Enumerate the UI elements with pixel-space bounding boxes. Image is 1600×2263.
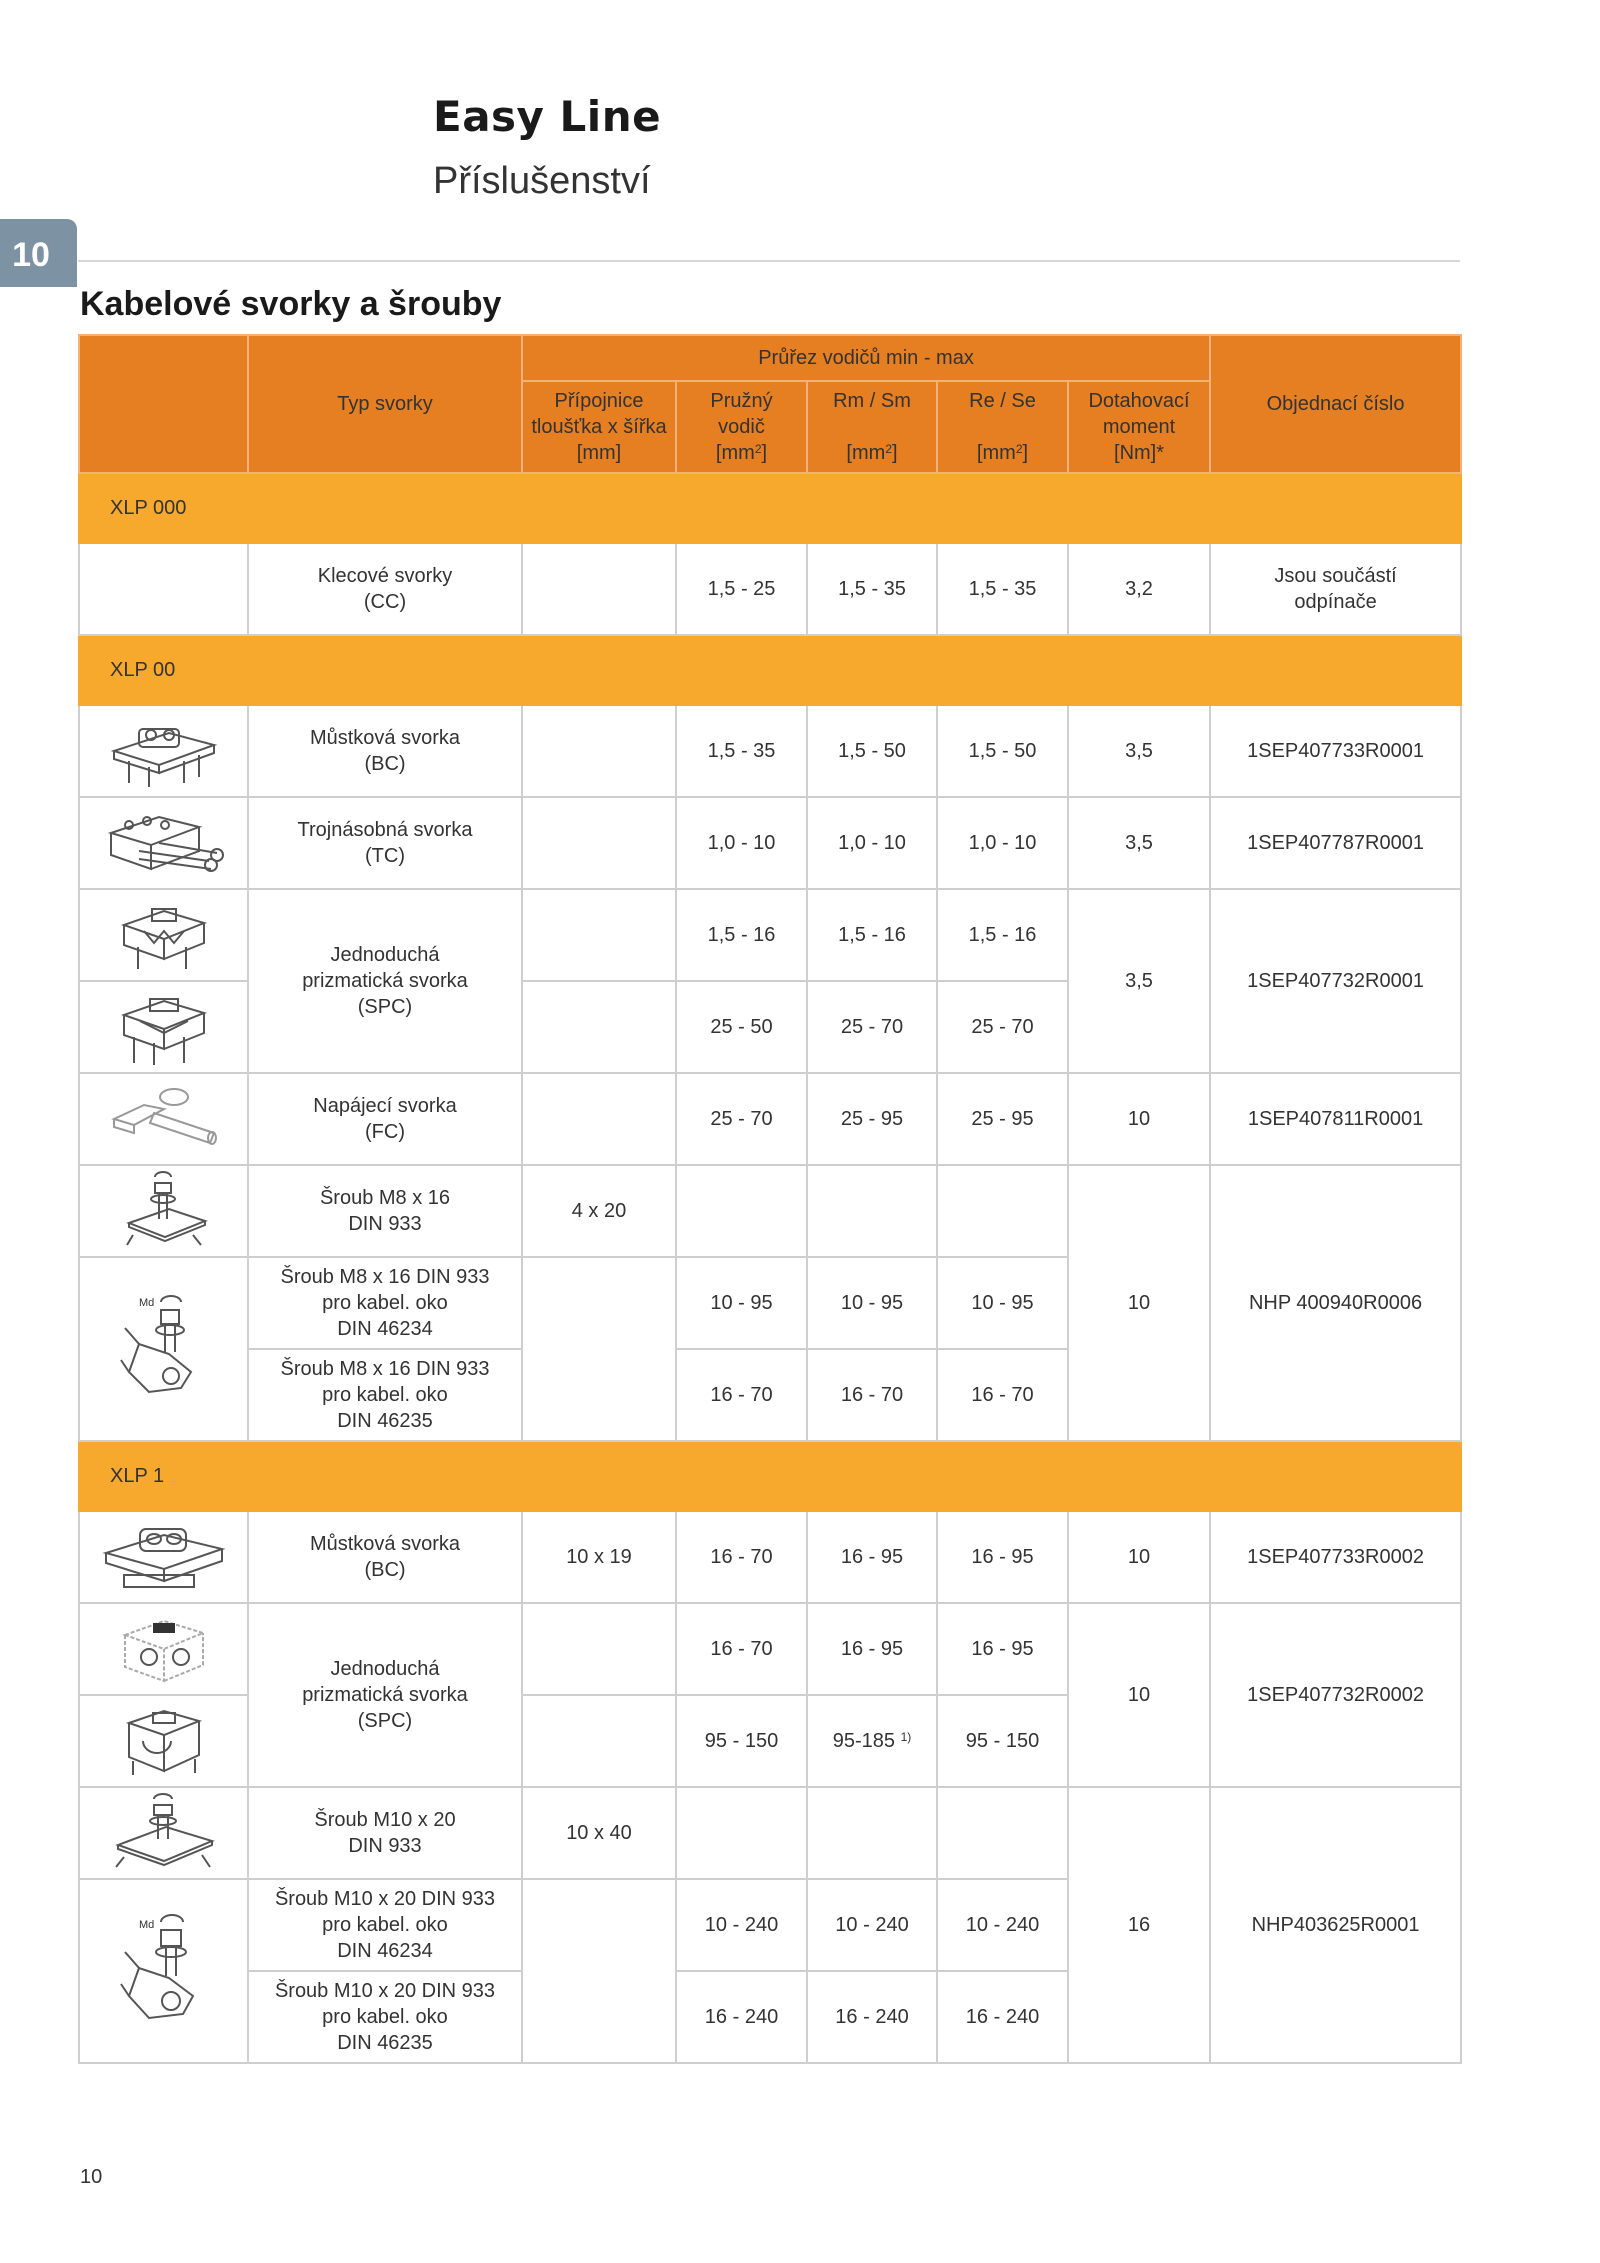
row-rm: 16 - 95 bbox=[807, 1603, 937, 1695]
row-flex: 16 - 70 bbox=[676, 1511, 807, 1603]
row-flex: 16 - 70 bbox=[676, 1349, 807, 1441]
row-busbar bbox=[522, 797, 676, 889]
row-flex bbox=[676, 1165, 807, 1257]
image-cell bbox=[79, 1603, 248, 1695]
row-type: Šroub M10 x 20 DIN 933 bbox=[248, 1787, 522, 1879]
row-flex: 16 - 240 bbox=[676, 1971, 807, 2063]
row-order: Jsou součástí odpínače bbox=[1210, 543, 1461, 635]
row-type: Klecové svorky (CC) bbox=[248, 543, 522, 635]
row-busbar bbox=[522, 981, 676, 1073]
image-cell bbox=[79, 797, 248, 889]
row-torque: 3,5 bbox=[1068, 797, 1210, 889]
row-re: 95 - 150 bbox=[937, 1695, 1068, 1787]
group-xlp000: XLP 000 bbox=[79, 473, 1461, 543]
header-busbar: Přípojnice tloušťka x šířka [mm] bbox=[522, 381, 676, 473]
row-type: Šroub M8 x 16 DIN 933 pro kabel. oko DIN 46234 bbox=[248, 1257, 522, 1349]
row-flex: 1,5 - 16 bbox=[676, 889, 807, 981]
image-cell bbox=[79, 1695, 248, 1787]
row-rm: 1,5 - 50 bbox=[807, 705, 937, 797]
row-rm: 1,5 - 16 bbox=[807, 889, 937, 981]
row-busbar: 10 x 40 bbox=[522, 1787, 676, 1879]
image-cell bbox=[79, 981, 248, 1073]
row-order: 1SEP407733R0001 bbox=[1210, 705, 1461, 797]
header-divider bbox=[78, 260, 1460, 262]
row-flex: 10 - 95 bbox=[676, 1257, 807, 1349]
row-type: Napájecí svorka (FC) bbox=[248, 1073, 522, 1165]
brand-title: Easy Line bbox=[433, 92, 662, 141]
row-busbar bbox=[522, 705, 676, 797]
table-row bbox=[79, 1787, 1461, 1879]
bolt-washer-icon bbox=[104, 1791, 224, 1875]
row-torque: 3,5 bbox=[1068, 705, 1210, 797]
image-cell bbox=[79, 1511, 248, 1603]
header-type: Typ svorky bbox=[248, 335, 522, 473]
row-busbar: 4 x 20 bbox=[522, 1165, 676, 1257]
row-flex: 1,0 - 10 bbox=[676, 797, 807, 889]
row-flex: 25 - 70 bbox=[676, 1073, 807, 1165]
row-torque: 10 bbox=[1068, 1603, 1210, 1787]
row-rm: 16 - 70 bbox=[807, 1349, 937, 1441]
bridge-clamp-icon bbox=[99, 711, 229, 791]
row-order: NHP403625R0001 bbox=[1210, 1787, 1461, 2063]
row-type: Trojnásobná svorka (TC) bbox=[248, 797, 522, 889]
header-flex: Pružný vodič $[mm^2]$ bbox=[676, 381, 807, 473]
header-order-number: Objednací číslo bbox=[1210, 335, 1461, 473]
row-busbar bbox=[522, 543, 676, 635]
row-rm bbox=[807, 1165, 937, 1257]
image-cell bbox=[79, 705, 248, 797]
row-torque: 16 bbox=[1068, 1787, 1210, 2063]
clamp-spec-table bbox=[78, 334, 1462, 2064]
group-xlp00: XLP 00 bbox=[79, 635, 1461, 705]
row-re: 1,5 - 50 bbox=[937, 705, 1068, 797]
table-row bbox=[79, 1603, 1461, 1695]
row-busbar bbox=[522, 1879, 676, 2063]
row-rm: 16 - 95 bbox=[807, 1511, 937, 1603]
header-cross-section: Průřez vodičů min - max bbox=[522, 335, 1210, 381]
row-torque: 10 bbox=[1068, 1511, 1210, 1603]
row-busbar: 10 x 19 bbox=[522, 1511, 676, 1603]
row-flex: 25 - 50 bbox=[676, 981, 807, 1073]
row-type: Můstková svorka (BC) bbox=[248, 705, 522, 797]
row-re: 10 - 240 bbox=[937, 1879, 1068, 1971]
svg-text:Md: Md bbox=[138, 1297, 154, 1309]
row-flex: 1,5 - 25 bbox=[676, 543, 807, 635]
row-type: Jednoduchá prizmatická svorka (SPC) bbox=[248, 1603, 522, 1787]
row-busbar bbox=[522, 889, 676, 981]
prism-clamp-icon bbox=[104, 987, 224, 1067]
row-re: 10 - 95 bbox=[937, 1257, 1068, 1349]
row-flex: 95 - 150 bbox=[676, 1695, 807, 1787]
header-image-cell bbox=[79, 335, 248, 473]
group-xlp1: XLP 1 bbox=[79, 1441, 1461, 1511]
row-rm: 16 - 240 bbox=[807, 1971, 937, 2063]
row-rm: 10 - 240 bbox=[807, 1879, 937, 1971]
row-torque: 3,5 bbox=[1068, 889, 1210, 1073]
row-re bbox=[937, 1165, 1068, 1257]
row-order: 1SEP407732R0002 bbox=[1210, 1603, 1461, 1787]
table-row bbox=[79, 889, 1461, 981]
row-re: 25 - 70 bbox=[937, 981, 1068, 1073]
row-flex: 16 - 70 bbox=[676, 1603, 807, 1695]
bridge-clamp-icon bbox=[94, 1517, 234, 1597]
row-re: 16 - 95 bbox=[937, 1511, 1068, 1603]
bolt-lug-icon bbox=[109, 1906, 219, 2036]
bolt-lug-icon bbox=[109, 1284, 219, 1414]
image-cell bbox=[79, 1787, 248, 1879]
bolt-washer-icon bbox=[109, 1169, 219, 1253]
table-row bbox=[79, 543, 1461, 635]
row-order: 1SEP407733R0002 bbox=[1210, 1511, 1461, 1603]
table-row bbox=[79, 1073, 1461, 1165]
section-title: Kabelové svorky a šrouby bbox=[80, 285, 502, 323]
table-row bbox=[79, 797, 1461, 889]
row-re: 1,0 - 10 bbox=[937, 797, 1068, 889]
row-busbar bbox=[522, 1257, 676, 1441]
row-type: Můstková svorka (BC) bbox=[248, 1511, 522, 1603]
header-re: Re / Se $[mm^2]$ bbox=[937, 381, 1068, 473]
row-type: Šroub M8 x 16 DIN 933 pro kabel. oko DIN 46235 bbox=[248, 1349, 522, 1441]
svg-text:Md: Md bbox=[138, 1919, 154, 1931]
page-number: 10 bbox=[80, 2166, 103, 2188]
prism-clamp-icon bbox=[109, 1701, 219, 1781]
brand-subtitle: Příslušenství bbox=[433, 160, 651, 202]
row-flex: 10 - 240 bbox=[676, 1879, 807, 1971]
row-rm: 1,0 - 10 bbox=[807, 797, 937, 889]
image-cell bbox=[79, 889, 248, 981]
row-flex: 1,5 - 35 bbox=[676, 705, 807, 797]
row-rm: 25 - 95 bbox=[807, 1073, 937, 1165]
row-type: Jednoduchá prizmatická svorka (SPC) bbox=[248, 889, 522, 1073]
header-torque: Dotahovací moment [Nm]* bbox=[1068, 381, 1210, 473]
row-re: 1,5 - 16 bbox=[937, 889, 1068, 981]
table-row bbox=[79, 705, 1461, 797]
row-type: Šroub M8 x 16 DIN 933 bbox=[248, 1165, 522, 1257]
row-re bbox=[937, 1787, 1068, 1879]
row-rm: 10 - 95 bbox=[807, 1257, 937, 1349]
image-cell-empty bbox=[79, 543, 248, 635]
row-busbar bbox=[522, 1603, 676, 1695]
row-flex bbox=[676, 1787, 807, 1879]
row-type: Šroub M10 x 20 DIN 933 pro kabel. oko DIN 46234 bbox=[248, 1879, 522, 1971]
row-torque: 10 bbox=[1068, 1165, 1210, 1441]
row-busbar bbox=[522, 1695, 676, 1787]
image-cell bbox=[79, 1073, 248, 1165]
row-order: 1SEP407732R0001 bbox=[1210, 889, 1461, 1073]
row-re: 16 - 70 bbox=[937, 1349, 1068, 1441]
row-busbar bbox=[522, 1073, 676, 1165]
row-rm: 95-185 $^{1)}$ bbox=[807, 1695, 937, 1787]
row-re: 25 - 95 bbox=[937, 1073, 1068, 1165]
image-cell bbox=[79, 1257, 248, 1441]
table-row bbox=[79, 1511, 1461, 1603]
row-order: 1SEP407787R0001 bbox=[1210, 797, 1461, 889]
row-rm bbox=[807, 1787, 937, 1879]
row-re: 16 - 95 bbox=[937, 1603, 1068, 1695]
header-rm: Rm / Sm $[mm^2]$ bbox=[807, 381, 937, 473]
row-torque: 10 bbox=[1068, 1073, 1210, 1165]
row-order: 1SEP407811R0001 bbox=[1210, 1073, 1461, 1165]
row-type: Šroub M10 x 20 DIN 933 pro kabel. oko DIN 46235 bbox=[248, 1971, 522, 2063]
table-row bbox=[79, 1165, 1461, 1257]
row-re: 16 - 240 bbox=[937, 1971, 1068, 2063]
image-cell bbox=[79, 1165, 248, 1257]
row-rm: 1,5 - 35 bbox=[807, 543, 937, 635]
row-torque: 3,2 bbox=[1068, 543, 1210, 635]
prism-clamp-icon bbox=[104, 895, 224, 975]
row-re: 1,5 - 35 bbox=[937, 543, 1068, 635]
triple-clamp-icon bbox=[99, 803, 229, 883]
image-cell bbox=[79, 1879, 248, 2063]
row-order: NHP 400940R0006 bbox=[1210, 1165, 1461, 1441]
row-rm: 25 - 70 bbox=[807, 981, 937, 1073]
chapter-number: 10 bbox=[12, 236, 50, 274]
prism-clamp-icon bbox=[109, 1609, 219, 1689]
feed-clamp-icon bbox=[94, 1079, 234, 1159]
